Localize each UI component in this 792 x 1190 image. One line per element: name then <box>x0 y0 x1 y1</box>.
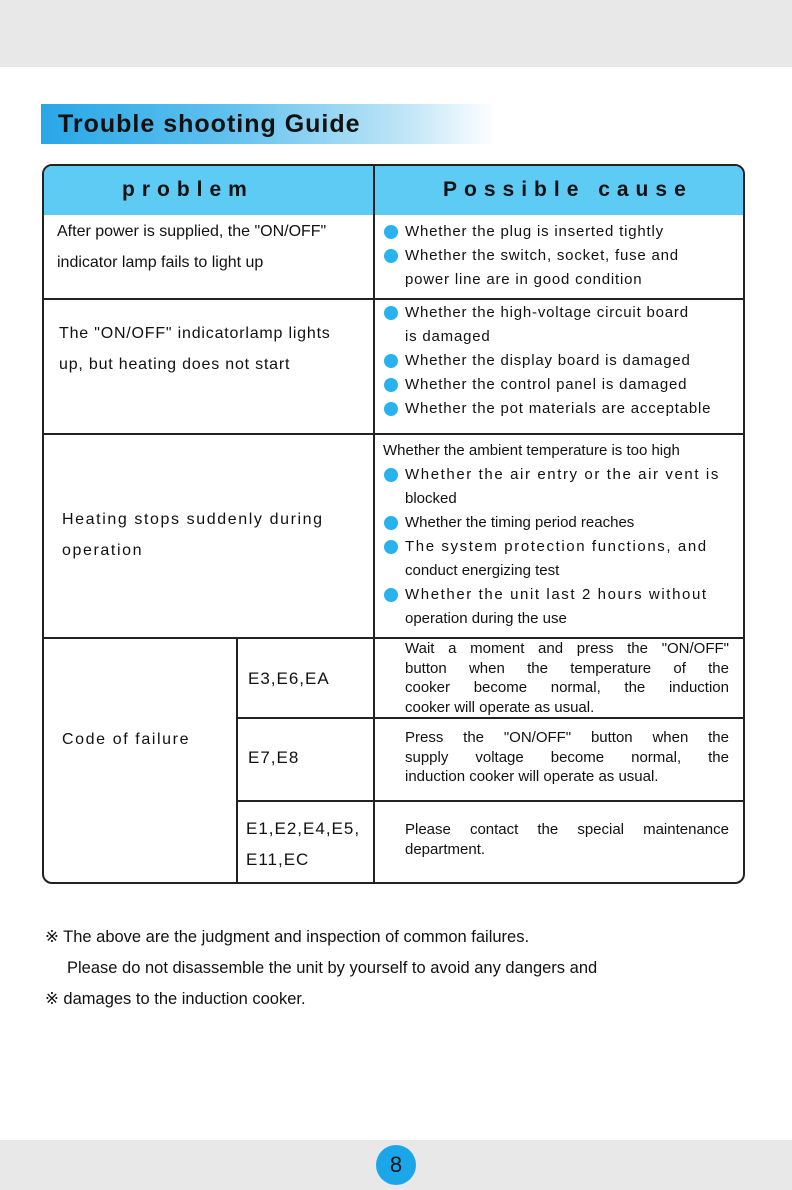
cause-item: is damaged <box>405 328 491 345</box>
bullet-icon <box>384 354 398 368</box>
cause-item: Whether the display board is damaged <box>381 349 741 373</box>
bullet-icon <box>384 378 398 392</box>
cause-item: power line are in good condition <box>405 271 643 288</box>
problem-line: After power is supplied, the "ON/OFF" <box>57 223 327 240</box>
troubleshooting-table <box>42 164 745 884</box>
column-divider <box>373 166 375 884</box>
cause-item: Whether the plug is inserted tightly <box>381 220 741 244</box>
cause-item: Whether the high-voltage circuit board <box>381 301 741 325</box>
code-cause: Wait a moment and press the "ON/OFF" button when the temperature of the cooker become normal, the induction cooker will operate as usual. <box>405 640 729 716</box>
cause-list <box>381 301 741 421</box>
header-cause-cell <box>375 166 745 215</box>
code-column-divider <box>236 637 238 884</box>
cause-item: Whether the timing period reaches <box>381 511 741 535</box>
row-divider <box>44 298 745 300</box>
bullet-icon <box>384 402 398 416</box>
problem-text <box>57 216 326 278</box>
reference-mark-icon: ※ <box>45 928 59 946</box>
note-line-3: ※ damages to the induction cooker. <box>45 990 306 1008</box>
cause-item: blocked <box>405 490 457 507</box>
code-row-divider <box>236 800 745 802</box>
bullet-icon <box>384 540 398 554</box>
bullet-icon <box>384 225 398 239</box>
top-band <box>0 0 792 67</box>
cause-list <box>381 220 741 292</box>
problem-text <box>62 724 190 755</box>
header-cause: Possible cause <box>443 178 693 201</box>
cause-item: The system protection functions, and <box>381 535 741 559</box>
page-number: 8 <box>376 1145 416 1185</box>
cause-item: operation during the use <box>405 610 567 627</box>
cause-item: Whether the air entry or the air vent is <box>381 463 741 487</box>
problem-text <box>62 504 324 566</box>
note-line-1: ※ The above are the judgment and inspection of common failures. <box>45 928 530 946</box>
problem-line: The "ON/OFF" indicatorlamp lights <box>59 325 331 342</box>
cause-item: Whether the ambient temperature is too high <box>383 442 680 459</box>
cause-item: Whether the unit last 2 hours without <box>381 583 741 607</box>
code-cause: Press the "ON/OFF" button when the supply voltage become normal, the induction cooker will operate as usual. <box>405 729 729 785</box>
failure-code: E1,E2,E4,E5, E11,EC <box>246 819 361 869</box>
cause-item: conduct energizing test <box>405 562 560 579</box>
page-title: Trouble shooting Guide <box>58 110 361 138</box>
cause-item: Whether the switch, socket, fuse and <box>381 244 741 268</box>
problem-line: indicator lamp fails to light up <box>57 254 264 271</box>
bullet-icon <box>384 249 398 263</box>
failure-code: E7,E8 <box>248 748 300 767</box>
row-divider <box>44 433 745 435</box>
cause-item: Whether the pot materials are acceptable <box>381 397 741 421</box>
problem-line: Code of failure <box>62 731 191 748</box>
problem-line: Heating stops suddenly during <box>62 511 324 528</box>
bullet-icon <box>384 588 398 602</box>
bullet-icon <box>384 306 398 320</box>
failure-code: E3,E6,EA <box>248 669 330 688</box>
problem-text <box>59 318 331 380</box>
bullet-icon <box>384 516 398 530</box>
cause-list <box>381 439 741 631</box>
header-problem-cell <box>44 166 373 215</box>
note-line-2: Please do not disassemble the unit by yourself to avoid any dangers and <box>67 959 598 977</box>
bullet-icon <box>384 468 398 482</box>
reference-mark-icon: ※ <box>45 990 59 1008</box>
problem-line: up, but heating does not start <box>59 356 291 373</box>
problem-line: operation <box>62 542 144 559</box>
cause-item: Whether the control panel is damaged <box>381 373 741 397</box>
header-problem: problem <box>122 178 254 201</box>
code-cause: Please contact the special maintenance department. <box>405 821 729 858</box>
code-row-divider <box>236 717 745 719</box>
